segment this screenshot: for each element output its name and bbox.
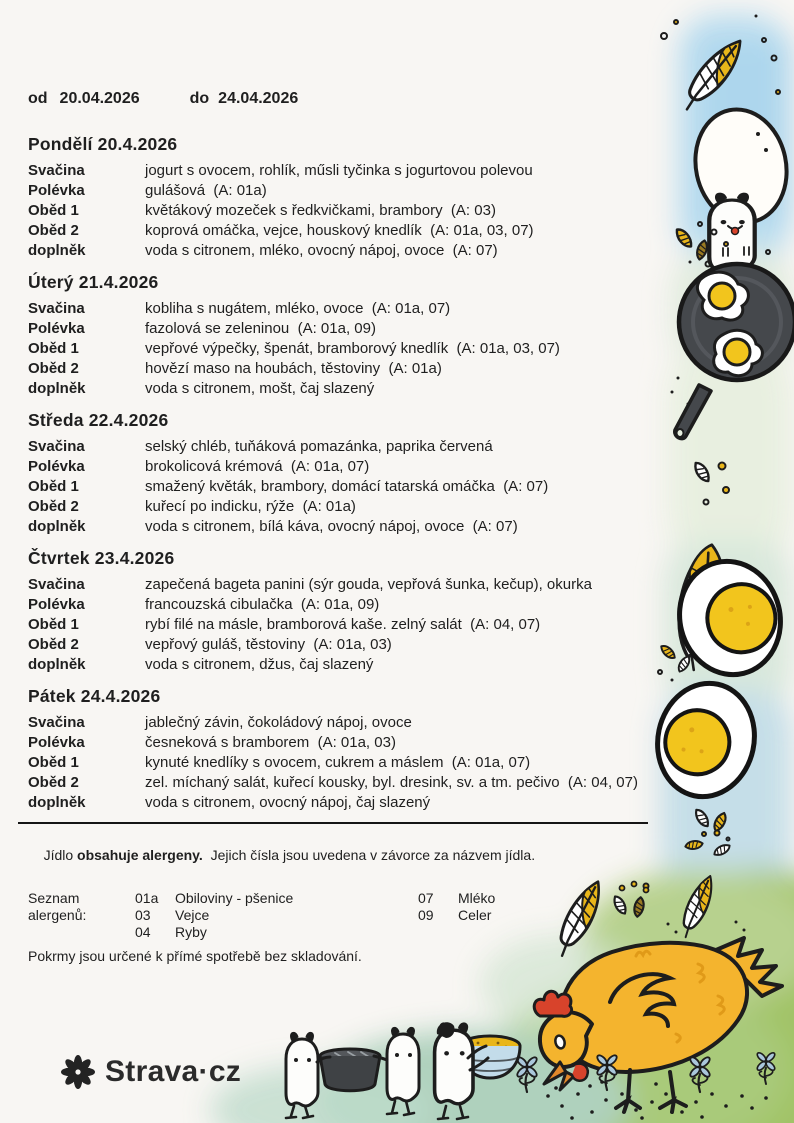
menu-content xyxy=(28,0,680,965)
meal-description: kuřecí po indicku, rýže (A: 01a) xyxy=(145,498,356,515)
menu-row xyxy=(28,437,680,457)
day-section xyxy=(28,547,680,675)
storage-note: Pokrmy jsou určené k přímé spotřebě bez skladování. xyxy=(28,948,362,964)
menu-row xyxy=(28,713,680,733)
allergen-name: Mléko xyxy=(458,890,496,906)
menu-row xyxy=(28,339,680,359)
meal-type-label: doplněk xyxy=(28,380,86,397)
allergen-item xyxy=(418,907,495,924)
menu-row xyxy=(28,635,680,655)
allergen-note xyxy=(28,830,680,881)
allergen-note-pre: Jídlo xyxy=(43,847,78,863)
menu-row xyxy=(28,201,680,221)
allergen-item xyxy=(135,890,418,907)
meal-description: květákový mozeček s ředkvičkami, brambory (A: 03) xyxy=(145,202,496,219)
meal-type-label: Svačina xyxy=(28,576,85,593)
meal-description: zapečená bageta panini (sýr gouda, vepřová šunka, kečup), okurka xyxy=(145,576,592,593)
meal-type-label: doplněk xyxy=(28,656,86,673)
menu-row xyxy=(28,615,680,635)
meal-type-label: Oběd 1 xyxy=(28,340,79,357)
allergen-list-label: Seznam alergenů: xyxy=(28,890,87,923)
meal-description: francouzská cibulačka (A: 01a, 09) xyxy=(145,596,380,613)
day-rows xyxy=(28,299,680,399)
meal-type-label: Svačina xyxy=(28,438,85,455)
strava-logo xyxy=(60,1054,241,1090)
allergen-column-2 xyxy=(418,890,495,941)
allergen-code: 03 xyxy=(135,907,151,923)
from-label: od xyxy=(28,90,48,107)
day-title: Pátek 24.4.2026 xyxy=(28,686,161,706)
allergen-name: Ryby xyxy=(175,924,207,940)
menu-row xyxy=(28,241,680,261)
meal-type-label: Svačina xyxy=(28,714,85,731)
footer-divider xyxy=(18,822,648,824)
allergen-note-rest: Jejich čísla jsou uvedena v závorce za názvem jídla. xyxy=(202,847,536,863)
menu-row xyxy=(28,793,680,813)
menu-row xyxy=(28,299,680,319)
meal-description: vepřové výpečky, špenát, bramborový knedlík (A: 01a, 03, 07) xyxy=(145,340,560,357)
meal-description: rybí filé na másle, bramborová kaše. zelný salát (A: 04, 07) xyxy=(145,616,541,633)
from-date: 20.04.2026 xyxy=(59,90,140,107)
meal-description: kobliha s nugátem, mléko, ovoce (A: 01a, 07) xyxy=(145,300,451,317)
meal-description: koprová omáčka, vejce, houskový knedlík (A: 01a, 03, 07) xyxy=(145,222,534,239)
meal-description: selský chléb, tuňáková pomazánka, paprika červená xyxy=(145,438,493,455)
to-label: do xyxy=(189,90,210,107)
day-section xyxy=(28,409,680,537)
allergen-code: 07 xyxy=(418,890,434,906)
menu-row xyxy=(28,733,680,753)
allergen-column-1 xyxy=(135,890,418,941)
day-rows xyxy=(28,161,680,261)
day-rows xyxy=(28,713,680,813)
menu-row xyxy=(28,575,680,595)
day-rows xyxy=(28,437,680,537)
meal-type-label: Svačina xyxy=(28,162,85,179)
meal-description: voda s citronem, mléko, ovocný nápoj, ovoce (A: 07) xyxy=(145,242,498,259)
menu-row xyxy=(28,379,680,399)
day-section xyxy=(28,271,680,399)
menu-row xyxy=(28,773,680,793)
allergen-name: Celer xyxy=(458,907,492,923)
meal-type-label: doplněk xyxy=(28,518,86,535)
day-title: Úterý 21.4.2026 xyxy=(28,272,159,292)
day-section xyxy=(28,133,680,261)
menu-row xyxy=(28,319,680,339)
meal-description: vepřový guláš, těstoviny (A: 01a, 03) xyxy=(145,636,392,653)
meal-description: jablečný závin, čokoládový nápoj, ovoce xyxy=(145,714,412,731)
meal-type-label: Oběd 2 xyxy=(28,498,79,515)
allergen-item xyxy=(135,907,418,924)
strava-flower-icon xyxy=(60,1054,96,1090)
menu-row xyxy=(28,359,680,379)
menu-row xyxy=(28,595,680,615)
meal-description: brokolicová krémová (A: 01a, 07) xyxy=(145,458,370,475)
meal-type-label: Oběd 1 xyxy=(28,616,79,633)
menu-row xyxy=(28,477,680,497)
meal-type-label: Polévka xyxy=(28,458,85,475)
allergen-list xyxy=(28,890,680,941)
meal-type-label: doplněk xyxy=(28,242,86,259)
menu-days xyxy=(28,133,680,813)
meal-type-label: Oběd 2 xyxy=(28,774,79,791)
meal-type-label: doplněk xyxy=(28,794,86,811)
allergen-name: Obiloviny - pšenice xyxy=(175,890,294,906)
meal-type-label: Oběd 1 xyxy=(28,754,79,771)
meal-type-label: Oběd 1 xyxy=(28,478,79,495)
meal-description: hovězí maso na houbách, těstoviny (A: 01a) xyxy=(145,360,442,377)
meal-description: voda s citronem, mošt, čaj slazený xyxy=(145,380,375,397)
day-rows xyxy=(28,575,680,675)
meal-description: fazolová se zeleninou (A: 01a, 09) xyxy=(145,320,376,337)
meal-type-label: Polévka xyxy=(28,182,85,199)
meal-type-label: Oběd 2 xyxy=(28,360,79,377)
meal-type-label: Oběd 2 xyxy=(28,636,79,653)
meal-description: voda s citronem, ovocný nápoj, čaj slazený xyxy=(145,794,431,811)
meal-description: voda s citronem, džus, čaj slazený xyxy=(145,656,374,673)
menu-row xyxy=(28,161,680,181)
meal-description: kynuté knedlíky s ovocem, cukrem a máslem (A: 01a, 07) xyxy=(145,754,531,771)
meal-type-label: Oběd 2 xyxy=(28,222,79,239)
menu-row xyxy=(28,181,680,201)
allergen-item xyxy=(135,924,418,941)
day-title: Středa 22.4.2026 xyxy=(28,410,169,430)
menu-row xyxy=(28,457,680,477)
menu-row xyxy=(28,655,680,675)
meal-description: zel. míchaný salát, kuřecí kousky, byl. dresink, sv. a tm. pečivo (A: 04, 07) xyxy=(145,774,638,791)
allergen-code: 04 xyxy=(135,924,151,940)
meal-type-label: Svačina xyxy=(28,300,85,317)
meal-description: gulášová (A: 01a) xyxy=(145,182,267,199)
meal-description: česneková s bramborem (A: 01a, 03) xyxy=(145,734,396,751)
meal-description: voda s citronem, bílá káva, ovocný nápoj, ovoce (A: 07) xyxy=(145,518,518,535)
day-title: Pondělí 20.4.2026 xyxy=(28,134,178,154)
allergen-name: Vejce xyxy=(175,907,210,923)
menu-row xyxy=(28,517,680,537)
meal-type-label: Polévka xyxy=(28,320,85,337)
day-section xyxy=(28,685,680,813)
allergen-note-bold: obsahuje alergeny. xyxy=(77,847,203,863)
strava-logo-text: Strava·cz xyxy=(105,1055,242,1088)
meal-description: jogurt s ovocem, rohlík, műsli tyčinka s jogurtovou polevou xyxy=(145,162,533,179)
meal-type-label: Polévka xyxy=(28,734,85,751)
allergen-code: 01a xyxy=(135,890,159,906)
menu-row xyxy=(28,497,680,517)
meal-type-label: Oběd 1 xyxy=(28,202,79,219)
day-title: Čtvrtek 23.4.2026 xyxy=(28,548,175,568)
menu-row xyxy=(28,753,680,773)
meal-type-label: Polévka xyxy=(28,596,85,613)
to-date: 24.04.2026 xyxy=(218,90,299,107)
allergen-code: 09 xyxy=(418,907,434,923)
meal-description: smažený květák, brambory, domácí tatarská omáčka (A: 07) xyxy=(145,478,549,495)
allergen-item xyxy=(418,890,495,907)
menu-row xyxy=(28,221,680,241)
date-range xyxy=(28,0,680,108)
